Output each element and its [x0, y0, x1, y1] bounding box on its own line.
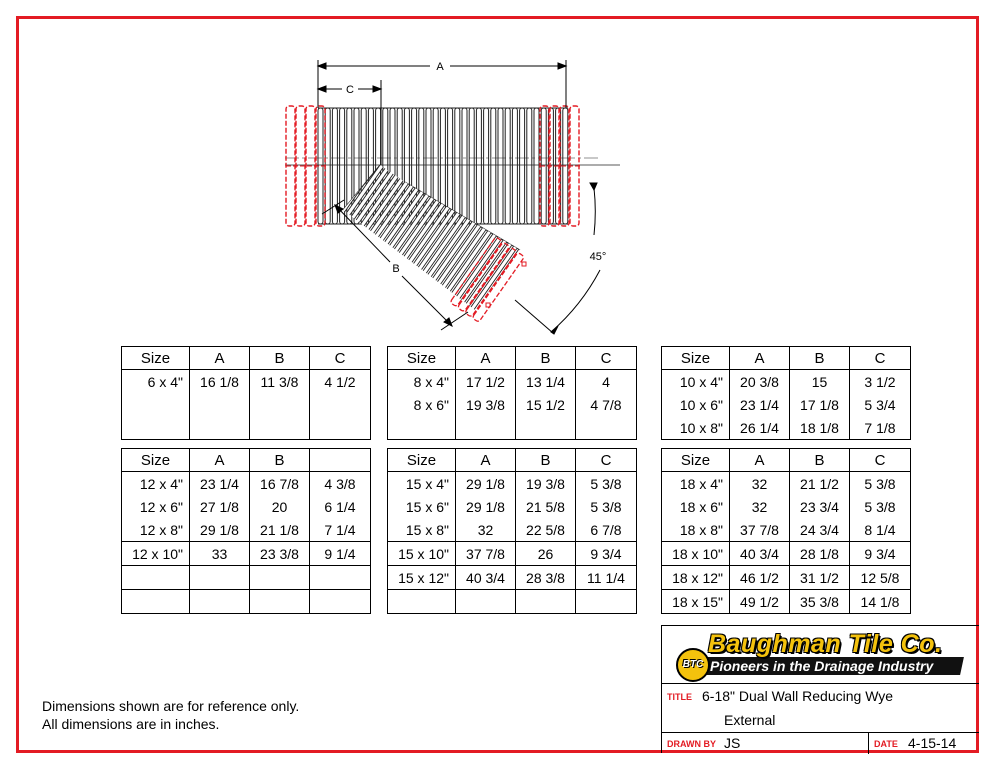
size-cell: 18 x 10" [662, 542, 730, 566]
col-header: Size [662, 347, 730, 370]
dim-cell: 4 [576, 370, 637, 394]
note-reference: Dimensions shown are for reference only. [42, 698, 300, 714]
size-cell [122, 416, 190, 440]
title-line-1: 6-18" Dual Wall Reducing Wye [702, 688, 894, 704]
col-header: A [730, 347, 790, 370]
dim-cell: 13 1/4 [516, 370, 576, 394]
dim-cell: 6 1/4 [310, 495, 371, 518]
dim-cell: 29 1/8 [190, 518, 250, 542]
size-cell: 8 x 6" [388, 393, 456, 416]
dim-cell: 9 1/4 [310, 542, 371, 566]
title-label: TITLE [667, 692, 692, 702]
dim-cell: 28 1/8 [790, 542, 850, 566]
col-header: B [516, 347, 576, 370]
dim-cell: 6 7/8 [576, 518, 637, 542]
size-cell: 15 x 12" [388, 566, 456, 590]
note-units: All dimensions are in inches. [42, 716, 220, 732]
dim-cell: 29 1/8 [456, 472, 516, 496]
size-cell: 18 x 6" [662, 495, 730, 518]
dim-cell: 29 1/8 [456, 495, 516, 518]
table-row [662, 416, 911, 440]
col-header: B [790, 347, 850, 370]
table-row [122, 495, 371, 518]
table-row [662, 566, 911, 590]
col-header: Size [662, 449, 730, 472]
dim-cell [310, 393, 371, 416]
dim-cell [310, 416, 371, 440]
col-header: Size [388, 347, 456, 370]
col-header: A [190, 449, 250, 472]
dim-cell: 11 3/8 [250, 370, 310, 394]
dim-cell [516, 590, 576, 614]
dim-cell: 23 1/4 [190, 472, 250, 496]
dim-cell: 23 3/8 [250, 542, 310, 566]
date-label: DATE [874, 739, 898, 749]
table-row [662, 542, 911, 566]
dim-cell: 3 1/2 [850, 370, 911, 394]
dim-cell: 26 [516, 542, 576, 566]
dim-cell: 4 3/8 [310, 472, 371, 496]
dim-cell: 26 1/4 [730, 416, 790, 440]
table-row [388, 416, 637, 440]
dim-cell: 37 7/8 [730, 518, 790, 542]
col-header: C [576, 347, 637, 370]
dim-cell: 32 [456, 518, 516, 542]
col-header: Size [122, 347, 190, 370]
dim-cell [190, 590, 250, 614]
size-cell [122, 590, 190, 614]
dim-cell: 21 5/8 [516, 495, 576, 518]
size-cell: 18 x 8" [662, 518, 730, 542]
dim-cell: 4 7/8 [576, 393, 637, 416]
col-header: A [456, 449, 516, 472]
size-cell: 12 x 6" [122, 495, 190, 518]
dim-cell: 7 1/4 [310, 518, 371, 542]
size-cell [122, 566, 190, 590]
dim-cell: 17 1/8 [790, 393, 850, 416]
dim-cell: 14 1/8 [850, 590, 911, 614]
dim-cell: 20 [250, 495, 310, 518]
size-cell: 15 x 4" [388, 472, 456, 496]
table-row [388, 495, 637, 518]
size-cell: 15 x 8" [388, 518, 456, 542]
table-row [388, 566, 637, 590]
dim-label-a: A [436, 61, 444, 73]
dim-table-10in [661, 346, 911, 440]
dim-cell [576, 590, 637, 614]
dim-cell [250, 416, 310, 440]
size-cell: 12 x 8" [122, 518, 190, 542]
table-row [662, 370, 911, 394]
dim-cell: 18 1/8 [790, 416, 850, 440]
title-block [661, 625, 979, 753]
dim-cell: 21 1/2 [790, 472, 850, 496]
table-row [388, 370, 637, 394]
company-name: Baughman Tile Co. [708, 630, 943, 658]
size-cell: 10 x 8" [662, 416, 730, 440]
drawn-date-row [662, 732, 979, 754]
table-row [122, 542, 371, 566]
dim-cell: 24 3/4 [790, 518, 850, 542]
dim-cell [576, 416, 637, 440]
table-row [662, 495, 911, 518]
dim-cell: 12 5/8 [850, 566, 911, 590]
table-row [388, 393, 637, 416]
dim-cell: 11 1/4 [576, 566, 637, 590]
table-row [662, 393, 911, 416]
dim-cell: 5 3/8 [850, 495, 911, 518]
dim-cell [310, 566, 371, 590]
table-row [388, 590, 637, 614]
dim-cell: 22 5/8 [516, 518, 576, 542]
size-cell: 18 x 4" [662, 472, 730, 496]
table-row [122, 393, 371, 416]
dim-cell [190, 416, 250, 440]
dim-cell: 9 3/4 [576, 542, 637, 566]
drawn-by-value: JS [724, 735, 741, 751]
dim-cell: 40 3/4 [730, 542, 790, 566]
col-header: Size [388, 449, 456, 472]
table-row [122, 566, 371, 590]
col-header: Size [122, 449, 190, 472]
dim-cell: 16 1/8 [190, 370, 250, 394]
drawn-by-label: DRAWN BY [667, 739, 716, 749]
dim-cell: 21 1/8 [250, 518, 310, 542]
table-row [122, 590, 371, 614]
dim-cell: 5 3/4 [850, 393, 911, 416]
dim-table-15in [387, 448, 637, 614]
size-cell: 6 x 4" [122, 370, 190, 394]
dim-cell [250, 566, 310, 590]
title-line-2: External [724, 712, 776, 728]
table-row [662, 518, 911, 542]
dim-cell [190, 566, 250, 590]
col-header: C [310, 347, 371, 370]
size-cell [388, 590, 456, 614]
dim-cell: 35 3/8 [790, 590, 850, 614]
dim-cell: 8 1/4 [850, 518, 911, 542]
title-field [662, 684, 979, 733]
col-header: A [190, 347, 250, 370]
company-logo [662, 626, 979, 684]
dim-cell: 19 3/8 [456, 393, 516, 416]
dim-cell [516, 416, 576, 440]
size-cell: 12 x 4" [122, 472, 190, 496]
size-cell: 10 x 6" [662, 393, 730, 416]
dim-cell: 40 3/4 [456, 566, 516, 590]
dim-cell: 31 1/2 [790, 566, 850, 590]
dim-cell: 37 7/8 [456, 542, 516, 566]
dim-label-c: C [346, 84, 354, 96]
dim-cell: 15 [790, 370, 850, 394]
dim-cell [310, 590, 371, 614]
btc-badge-icon: BTC [676, 648, 710, 682]
dim-table-18in [661, 448, 911, 614]
dim-cell: 32 [730, 472, 790, 496]
table-row [122, 518, 371, 542]
dim-label-b: B [392, 263, 400, 275]
size-cell: 18 x 15" [662, 590, 730, 614]
size-cell: 18 x 12" [662, 566, 730, 590]
col-header: B [250, 449, 310, 472]
dim-cell: 7 1/8 [850, 416, 911, 440]
size-cell: 12 x 10" [122, 542, 190, 566]
dim-cell: 49 1/2 [730, 590, 790, 614]
dim-cell: 33 [190, 542, 250, 566]
dim-cell: 5 3/8 [576, 472, 637, 496]
size-cell: 10 x 4" [662, 370, 730, 394]
size-cell: 15 x 6" [388, 495, 456, 518]
size-cell [388, 416, 456, 440]
dim-cell: 46 1/2 [730, 566, 790, 590]
dim-cell: 15 1/2 [516, 393, 576, 416]
dim-table-8in [387, 346, 637, 440]
dim-cell: 5 3/8 [576, 495, 637, 518]
dim-cell: 32 [730, 495, 790, 518]
size-cell: 8 x 4" [388, 370, 456, 394]
table-row [122, 472, 371, 496]
col-header: A [730, 449, 790, 472]
dim-cell [456, 590, 516, 614]
table-row [662, 472, 911, 496]
table-row [122, 416, 371, 440]
dim-cell: 9 3/4 [850, 542, 911, 566]
table-row [388, 472, 637, 496]
table-row [388, 542, 637, 566]
col-header: B [250, 347, 310, 370]
dim-cell: 23 3/4 [790, 495, 850, 518]
col-header: C [576, 449, 637, 472]
date-value: 4-15-14 [908, 735, 957, 751]
col-header [310, 449, 371, 472]
size-cell [122, 393, 190, 416]
dim-cell: 19 3/8 [516, 472, 576, 496]
dim-cell [250, 590, 310, 614]
col-header: B [790, 449, 850, 472]
dim-cell [456, 416, 516, 440]
col-header: B [516, 449, 576, 472]
dim-table-6in [121, 346, 371, 440]
table-row [122, 370, 371, 394]
col-header: C [850, 347, 911, 370]
table-row [662, 590, 911, 614]
dim-cell: 27 1/8 [190, 495, 250, 518]
dim-cell [190, 393, 250, 416]
dim-table-12in [121, 448, 371, 614]
dim-cell: 4 1/2 [310, 370, 371, 394]
col-header: C [850, 449, 911, 472]
company-tagline: Pioneers in the Drainage Industry [710, 658, 934, 674]
table-row [388, 518, 637, 542]
dim-cell: 5 3/8 [850, 472, 911, 496]
dim-label-angle: 45° [589, 251, 607, 263]
dim-cell [250, 393, 310, 416]
dim-cell: 16 7/8 [250, 472, 310, 496]
dim-cell: 20 3/8 [730, 370, 790, 394]
size-cell: 15 x 10" [388, 542, 456, 566]
dim-cell: 23 1/4 [730, 393, 790, 416]
col-header: A [456, 347, 516, 370]
title-block-divider [868, 732, 869, 754]
dim-cell: 28 3/8 [516, 566, 576, 590]
dim-cell: 17 1/2 [456, 370, 516, 394]
